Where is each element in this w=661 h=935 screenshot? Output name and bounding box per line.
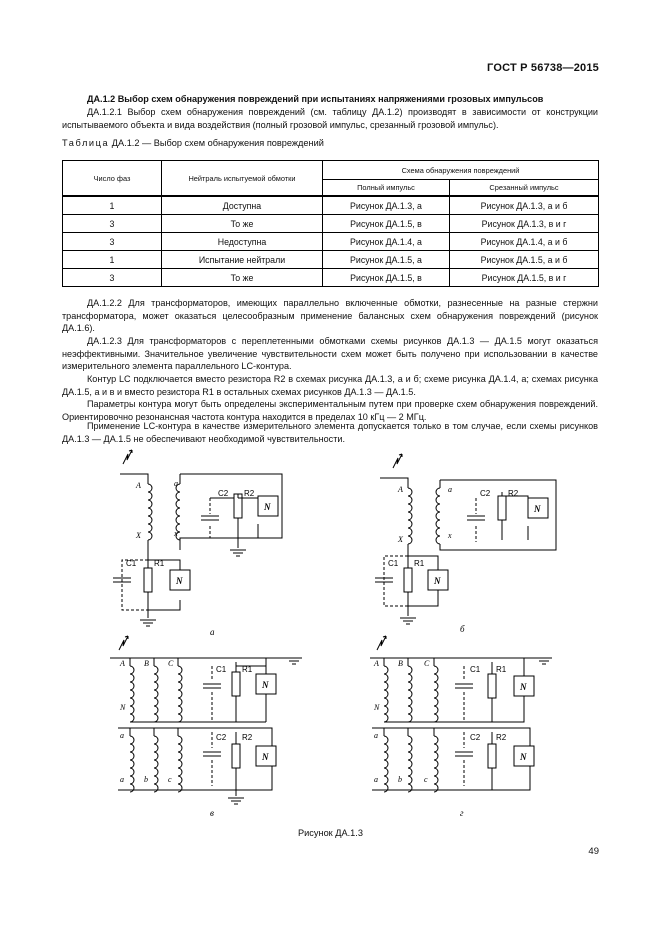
label-C2: C2 xyxy=(216,733,227,742)
table-cell: Рисунок ДА.1.5, в xyxy=(323,215,450,233)
winding-coil xyxy=(408,736,412,792)
table-cell: Рисунок ДА.1.4, а xyxy=(323,233,450,251)
table-cell: Испытание нейтрали xyxy=(162,251,323,269)
winding-coil xyxy=(154,736,158,792)
label-N: N xyxy=(520,752,527,762)
label-b: b xyxy=(144,775,148,784)
label-C: C xyxy=(424,659,430,668)
label-a: a xyxy=(120,731,124,740)
label-B: B xyxy=(398,659,403,668)
section-title: ДА.1.2 Выбор схем обнаружения повреждений при испытаниях напряжениями грозовых импульсов xyxy=(87,94,544,104)
table-cell: Рисунок ДА.1.4, а и б xyxy=(450,233,599,251)
resistor xyxy=(404,568,412,592)
label-R1: R1 xyxy=(496,665,507,674)
table-row xyxy=(63,251,599,269)
table-cell: Рисунок ДА.1.3, а xyxy=(323,196,450,215)
ground-icon xyxy=(140,620,156,626)
label-A: A xyxy=(136,481,141,490)
winding-coil xyxy=(436,488,440,544)
label-N: N xyxy=(434,576,441,586)
paragraph-2: ДА.1.2.2 Для трансформаторов, имеющих параллельно включенные обмотки, разнесенные на разные стержни трансформатора, может оказаться целесообразным применение балансных схем обнаружения повреждений (рисунок ДА.1.6). xyxy=(62,298,598,334)
impulse-icon xyxy=(393,454,402,468)
header-neutral: Нейтраль испытуемой обмотки xyxy=(162,161,323,197)
label-N: N xyxy=(176,576,183,586)
winding-coil xyxy=(434,736,438,792)
label-a: a xyxy=(374,775,378,784)
label-A: A xyxy=(374,659,379,668)
label-C2: C2 xyxy=(470,733,481,742)
table-cell: 3 xyxy=(63,269,162,287)
impulse-icon xyxy=(119,636,128,650)
winding-coil xyxy=(384,666,388,722)
winding-coil xyxy=(130,736,134,792)
table-cell: Недоступна xyxy=(162,233,323,251)
resistor xyxy=(488,744,496,768)
table-cell: 1 xyxy=(63,251,162,269)
label-a: a xyxy=(120,775,124,784)
impulse-icon xyxy=(123,450,132,464)
paragraph-1: ДА.1.2.1 Выбор схем обнаружения повреждений (см. таблицу ДА.1.2) производят в зависимости от конструкции испытываемого объекта и вида воздействия (полный грозовой импульс, срезанный грозовой импульс). xyxy=(62,107,598,130)
label-N: N xyxy=(374,703,380,712)
table-cell: 3 xyxy=(63,233,162,251)
winding-coil xyxy=(408,666,412,722)
label-a: a xyxy=(448,485,452,494)
label-C: C xyxy=(168,659,174,668)
table-cell: Рисунок ДА.1.5, а и б xyxy=(450,251,599,269)
table-cell: То же xyxy=(162,269,323,287)
table-cell: Рисунок ДА.1.3, в и г xyxy=(450,215,599,233)
figure-caption: Рисунок ДА.1.3 xyxy=(298,828,363,838)
sublabel-g: г xyxy=(460,808,464,818)
label-R1: R1 xyxy=(154,559,165,568)
ground-icon xyxy=(230,550,246,556)
label-C2: C2 xyxy=(480,489,491,498)
diagram-a xyxy=(113,450,282,637)
label-C1: C1 xyxy=(470,665,481,674)
resistor xyxy=(144,568,152,592)
winding-coil xyxy=(178,736,182,792)
label-R2: R2 xyxy=(244,489,255,498)
standard-header: ГОСТ Р 56738—2015 xyxy=(487,62,599,74)
header-scheme: Схема обнаружения повреждений xyxy=(323,161,599,180)
label-C1: C1 xyxy=(126,559,137,568)
table-cell: 1 xyxy=(63,196,162,215)
table-cell: Рисунок ДА.1.5, в xyxy=(323,269,450,287)
paragraph-3: ДА.1.2.3 Для трансформаторов с переплетенными обмотками схемы рисунков ДА.1.3 — ДА.1.5 могут оказаться неэффективными. Значительное увеличение чувствительности схем может быть получено при использовании в качестве измерительного элемента параллельного LC-контура. xyxy=(62,336,598,372)
label-c: c xyxy=(424,775,428,784)
winding-coil xyxy=(178,666,182,722)
resistor xyxy=(232,744,240,768)
table-row xyxy=(63,215,599,233)
circuit-diagrams xyxy=(62,440,598,820)
header-full-impulse: Полный импульс xyxy=(323,180,450,197)
label-x: x xyxy=(448,531,452,540)
label-N: N xyxy=(262,752,269,762)
page-number: 49 xyxy=(588,846,599,857)
resistor xyxy=(232,672,240,696)
label-N: N xyxy=(520,682,527,692)
sublabel-v: в xyxy=(210,808,214,818)
label-C1: C1 xyxy=(388,559,399,568)
label-x: x xyxy=(174,529,178,538)
winding-coil xyxy=(130,666,134,722)
diagram-g xyxy=(370,636,552,818)
header-phases: Число фаз xyxy=(63,161,162,197)
ground-icon xyxy=(536,658,552,664)
winding-coil xyxy=(434,666,438,722)
table-cell: Рисунок ДА.1.5, а xyxy=(323,251,450,269)
ground-icon xyxy=(286,658,302,664)
resistor xyxy=(488,674,496,698)
table-row xyxy=(63,233,599,251)
label-R1: R1 xyxy=(414,559,425,568)
label-N: N xyxy=(262,680,269,690)
header-chopped-impulse: Срезанный импульс xyxy=(450,180,599,197)
paragraph-5: Параметры контура могут быть определены экспериментальным путем при проверке схем обнаружения повреждений. Ориентировочно резонансная частота контура находится в пределах 10 кГц — 2 МГц. xyxy=(62,399,598,422)
label-a: a xyxy=(374,731,378,740)
table-row xyxy=(63,196,599,215)
scheme-selection-table xyxy=(62,160,599,287)
label-R2: R2 xyxy=(508,489,519,498)
impulse-icon xyxy=(377,636,386,650)
label-a: a xyxy=(174,479,178,488)
label-A: A xyxy=(398,485,403,494)
table-cell: То же xyxy=(162,215,323,233)
label-C1: C1 xyxy=(216,665,227,674)
winding-coil xyxy=(408,488,412,544)
sublabel-b: б xyxy=(460,624,465,634)
label-N: N xyxy=(534,504,541,514)
table-row xyxy=(63,269,599,287)
label-R2: R2 xyxy=(242,733,253,742)
paragraph-6: Применение LC-контура в качестве измерительного элемента допускается только в том случае, если схемы рисунков ДА.1.3 — ДА.1.5 не обеспечивают необходимой чувствительности. xyxy=(62,421,598,444)
table-cell: Рисунок ДА.1.5, в и г xyxy=(450,269,599,287)
label-R2: R2 xyxy=(496,733,507,742)
table-caption: Таблица ДА.1.2 — Выбор схем обнаружения повреждений xyxy=(62,138,324,148)
label-C2: C2 xyxy=(218,489,229,498)
sublabel-a: а xyxy=(210,627,215,637)
table-cell: 3 xyxy=(63,215,162,233)
label-X: X xyxy=(398,535,403,544)
winding-coil xyxy=(384,736,388,792)
label-N: N xyxy=(120,703,126,712)
diagram-b xyxy=(375,454,556,634)
ground-icon xyxy=(400,618,416,624)
winding-coil xyxy=(154,666,158,722)
label-N: N xyxy=(264,502,271,512)
label-X: X xyxy=(136,531,141,540)
diagram-v xyxy=(110,636,302,818)
label-B: B xyxy=(144,659,149,668)
ground-icon xyxy=(228,798,244,804)
table-cell: Доступна xyxy=(162,196,323,215)
table-cell: Рисунок ДА.1.3, а и б xyxy=(450,196,599,215)
label-A: A xyxy=(120,659,125,668)
paragraph-4: Контур LC подключается вместо резистора R2 в схемах рисунка ДА.1.3, а и б; схеме рисунка ДА.1.4, а; схемах рисунка ДА.1.5, а и в и вместо резистора R1 в остальных схемах рисунков ДА.1.3 — ДА.1.5. xyxy=(62,374,598,397)
label-R1: R1 xyxy=(242,665,253,674)
label-c: c xyxy=(168,775,172,784)
label-b: b xyxy=(398,775,402,784)
winding-coil xyxy=(148,484,152,540)
resistor xyxy=(498,496,506,520)
